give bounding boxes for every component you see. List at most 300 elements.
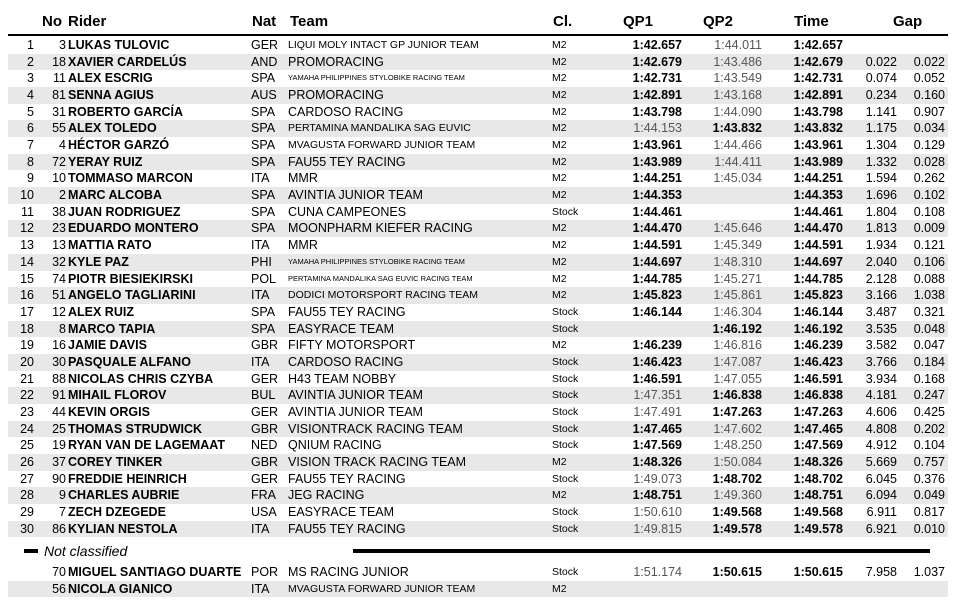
- row-qp2: 1:45.861: [713, 288, 762, 303]
- row-team: CUNA CAMPEONES: [288, 204, 407, 219]
- row-qp1: 1:45.823: [632, 288, 682, 303]
- row-number: 25: [52, 421, 66, 436]
- row-position: 12: [20, 221, 34, 236]
- row-position: 26: [20, 455, 34, 469]
- row-gap-previous: 0.376: [913, 471, 945, 486]
- table-row: [8, 37, 948, 54]
- row-nationality: SPA: [251, 221, 276, 236]
- row-gap-leader: 0.022: [865, 54, 897, 69]
- row-number: 37: [52, 455, 66, 469]
- row-gap-previous: 0.184: [913, 354, 945, 369]
- row-time: 1:49.578: [793, 521, 843, 536]
- row-qp2: 1:50.084: [713, 455, 762, 469]
- row-gap-leader: 1.594: [865, 171, 897, 186]
- row-time: 1:44.470: [793, 221, 843, 236]
- row-team: CARDOSO RACING: [288, 104, 404, 119]
- table-row: [8, 387, 948, 404]
- row-time: 1:42.657: [793, 38, 843, 52]
- row-position: 3: [27, 71, 34, 86]
- row-qp1: 1:48.326: [632, 455, 682, 469]
- row-gap-leader: 4.181: [865, 388, 897, 403]
- row-position: 24: [20, 421, 34, 436]
- row-number: 72: [52, 154, 66, 169]
- table-row: [8, 54, 948, 71]
- row-qp1: 1:46.423: [632, 354, 682, 369]
- row-qp1: 1:51.174: [633, 565, 682, 579]
- row-class: Stock: [552, 355, 579, 368]
- row-gap-leader: 0.234: [865, 88, 897, 103]
- row-rider: COREY TINKER: [68, 455, 163, 469]
- row-position: 5: [27, 104, 34, 119]
- row-gap-previous: 0.106: [913, 254, 945, 269]
- row-time: 1:46.144: [793, 304, 843, 319]
- row-number: 88: [52, 371, 66, 386]
- row-position: 8: [27, 154, 34, 169]
- row-qp1: 1:49.073: [633, 471, 682, 486]
- row-qp1: 1:43.961: [632, 138, 682, 153]
- row-rider: NICOLAS CHRIS CZYBA: [68, 371, 214, 386]
- row-rider: ZECH DZEGEDE: [68, 505, 166, 520]
- row-qp2: 1:44.466: [713, 138, 762, 153]
- row-nationality: SPA: [251, 188, 276, 203]
- row-time: 1:43.961: [793, 138, 843, 153]
- row-rider: LUKAS TULOVIC: [68, 38, 170, 52]
- row-class: Stock: [552, 322, 579, 335]
- row-rider: FREDDIE HEINRICH: [68, 471, 187, 486]
- row-time: 1:46.838: [793, 388, 843, 403]
- table-row: [8, 471, 948, 488]
- row-gap-leader: 6.094: [865, 488, 897, 503]
- row-rider: MATTIA RATO: [68, 238, 152, 253]
- row-class: M2: [552, 105, 567, 118]
- row-qp2: 1:49.360: [713, 488, 762, 503]
- table-row: [8, 254, 948, 271]
- header-rider: Rider: [68, 13, 107, 30]
- row-qp2: 1:45.646: [713, 221, 762, 236]
- table-row: [8, 154, 948, 171]
- header-qp2: QP2: [703, 13, 734, 30]
- row-qp1: 1:47.465: [632, 421, 682, 436]
- row-qp1: 1:48.751: [632, 488, 682, 503]
- row-class: M2: [552, 39, 567, 51]
- row-nationality: GER: [251, 38, 279, 52]
- row-gap-leader: 3.487: [865, 304, 897, 319]
- row-rider: EDUARDO MONTERO: [68, 221, 199, 236]
- results-header: [0, 0, 955, 36]
- row-position: 27: [20, 471, 34, 486]
- row-nationality: SPA: [251, 321, 276, 336]
- row-qp2: 1:43.486: [713, 54, 762, 69]
- row-rider: MIGUEL SANTIAGO DUARTE: [68, 565, 242, 579]
- row-position: 15: [20, 271, 34, 286]
- row-gap-leader: 2.128: [865, 271, 897, 286]
- row-qp2: 1:48.310: [713, 254, 762, 269]
- row-number: 8: [59, 321, 66, 336]
- row-qp1: 1:42.679: [632, 54, 682, 69]
- row-qp2: [688, 204, 762, 221]
- row-team: AVINTIA JUNIOR TEAM: [288, 388, 423, 403]
- row-class: M2: [552, 456, 567, 468]
- row-position: 7: [27, 138, 34, 153]
- row-qp1: 1:44.785: [632, 271, 682, 286]
- row-class: Stock: [552, 389, 579, 402]
- row-nationality: SPA: [251, 154, 276, 169]
- table-row: [8, 187, 948, 204]
- row-qp1: 1:46.239: [632, 338, 682, 353]
- row-position: 20: [20, 354, 34, 369]
- row-gap-previous: 0.052: [913, 71, 945, 86]
- row-team: H43 TEAM NOBBY: [288, 371, 397, 386]
- table-row: [8, 170, 948, 187]
- row-qp2: 1:43.549: [713, 71, 762, 86]
- row-rider: TOMMASO MARCON: [68, 171, 193, 186]
- row-gap-leader: 1.813: [865, 221, 897, 236]
- row-class: M2: [552, 582, 567, 595]
- row-gap-previous: 0.168: [913, 371, 945, 386]
- row-position: 13: [20, 238, 34, 253]
- row-class: M2: [552, 489, 567, 502]
- table-row: [8, 321, 948, 338]
- row-position: 29: [20, 505, 34, 520]
- row-class: Stock: [552, 372, 579, 385]
- row-qp2: 1:50.615: [712, 565, 762, 579]
- row-gap-leader: 4.606: [865, 404, 897, 419]
- row-nationality: NED: [251, 438, 278, 453]
- row-position: 10: [20, 188, 34, 203]
- row-number: 23: [52, 221, 66, 236]
- row-number: 51: [52, 288, 66, 303]
- row-team: MVAGUSTA FORWARD JUNIOR TEAM: [288, 582, 476, 595]
- row-team: LIQUI MOLY INTACT GP JUNIOR TEAM: [288, 39, 479, 51]
- row-class: M2: [552, 239, 567, 252]
- row-gap-leader: [853, 37, 897, 54]
- row-position: 4: [27, 88, 34, 103]
- row-number: 86: [52, 521, 66, 536]
- row-rider: NICOLA GIANICO: [68, 581, 173, 596]
- row-class: M2: [552, 222, 567, 235]
- row-gap-leader: 1.141: [865, 104, 897, 119]
- row-qp2: 1:46.838: [712, 388, 762, 403]
- row-time: 1:42.679: [793, 54, 843, 69]
- row-nationality: GBR: [251, 455, 279, 469]
- row-time: 1:47.569: [793, 438, 843, 453]
- not-classified-divider: [8, 542, 948, 560]
- row-class: M2: [552, 272, 567, 285]
- row-nationality: ITA: [251, 288, 270, 303]
- row-qp2: 1:46.192: [712, 321, 762, 336]
- row-gap-previous: 0.010: [913, 521, 945, 536]
- row-position: 17: [20, 304, 34, 319]
- not-classified-label: Not classified: [44, 543, 128, 559]
- row-position: 22: [20, 388, 34, 403]
- row-nationality: USA: [251, 505, 277, 520]
- row-qp1: [608, 321, 682, 338]
- row-position: 19: [20, 338, 34, 353]
- table-row: [8, 204, 948, 221]
- row-nationality: GER: [251, 471, 279, 486]
- row-team: MVAGUSTA FORWARD JUNIOR TEAM: [288, 139, 476, 152]
- row-nationality: POL: [251, 271, 277, 286]
- row-qp1: 1:42.731: [632, 71, 682, 86]
- header-qp1: QP1: [623, 13, 654, 30]
- table-row: [8, 371, 948, 388]
- row-rider: SENNA AGIUS: [68, 88, 154, 103]
- table-row: [8, 70, 948, 87]
- row-nationality: FRA: [251, 488, 276, 503]
- row-team: PERTAMINA MANDALIKA SAG EUVIC: [288, 122, 471, 135]
- row-gap-leader: 6.921: [865, 521, 897, 536]
- row-qp2: 1:48.702: [712, 471, 762, 486]
- row-gap-leader: 3.766: [865, 354, 897, 369]
- table-row: [8, 304, 948, 321]
- row-time: 1:42.891: [793, 88, 843, 103]
- row-gap-previous: 1.038: [913, 288, 945, 303]
- row-number: 18: [52, 54, 66, 69]
- row-qp1: 1:44.251: [632, 171, 682, 186]
- row-rider: HÉCTOR GARZÓ: [68, 138, 170, 153]
- row-gap-previous: 0.104: [913, 438, 945, 453]
- row-rider: ALEX ESCRIG: [68, 71, 153, 86]
- row-class: Stock: [552, 439, 579, 452]
- row-qp2: 1:49.568: [712, 505, 762, 520]
- row-qp2: 1:45.034: [713, 171, 762, 186]
- row-gap-previous: 0.160: [913, 88, 945, 103]
- row-team: MOONPHARM KIEFER RACING: [288, 221, 473, 236]
- row-qp1: 1:44.461: [632, 204, 682, 219]
- row-class: Stock: [552, 522, 579, 535]
- row-qp1: 1:44.153: [633, 121, 682, 136]
- row-time: 1:42.731: [793, 71, 843, 86]
- row-nationality: SPA: [251, 71, 276, 86]
- row-qp2: 1:48.250: [713, 438, 762, 453]
- row-nationality: GER: [251, 404, 279, 419]
- row-time: [768, 581, 843, 598]
- row-time: 1:46.423: [793, 354, 843, 369]
- row-number: 10: [52, 171, 66, 186]
- row-team: CARDOSO RACING: [288, 354, 404, 369]
- row-nationality: PHI: [251, 254, 272, 269]
- row-rider: CHARLES AUBRIE: [68, 488, 180, 503]
- row-position: 25: [20, 438, 34, 453]
- row-gap-leader: 1.934: [865, 238, 897, 253]
- row-gap-leader: 6.911: [866, 505, 897, 520]
- row-gap-leader: 6.045: [865, 471, 897, 486]
- row-position: [8, 581, 34, 598]
- row-position: 30: [20, 521, 34, 536]
- row-nationality: SPA: [251, 304, 276, 319]
- row-qp2: 1:47.055: [713, 371, 762, 386]
- row-team: QNIUM RACING: [288, 438, 382, 453]
- row-number: 11: [53, 71, 66, 86]
- row-qp1: 1:47.491: [633, 404, 682, 419]
- row-rider: XAVIER CARDELÚS: [68, 54, 187, 69]
- row-team: EASYRACE TEAM: [288, 505, 395, 520]
- row-time: 1:44.353: [793, 188, 843, 203]
- row-gap-previous: 0.907: [913, 104, 945, 119]
- row-number: 7: [59, 505, 66, 520]
- row-qp2: 1:44.011: [714, 38, 762, 52]
- row-nationality: SPA: [251, 204, 276, 219]
- row-time: 1:47.465: [793, 421, 843, 436]
- row-rider: THOMAS STRUDWICK: [68, 421, 203, 436]
- row-team: DODICI MOTORSPORT RACING TEAM: [288, 289, 478, 302]
- row-gap-leader: 2.040: [865, 254, 897, 269]
- row-position: 23: [20, 404, 34, 419]
- row-qp1: 1:42.657: [632, 38, 682, 52]
- row-qp2: 1:44.411: [714, 154, 762, 169]
- row-nationality: ITA: [251, 354, 270, 369]
- row-time: 1:44.785: [793, 271, 843, 286]
- row-rider: MARCO TAPIA: [68, 321, 156, 336]
- row-qp1: 1:42.891: [632, 88, 682, 103]
- row-rider: JAMIE DAVIS: [68, 338, 147, 353]
- row-class: M2: [552, 72, 567, 85]
- row-nationality: POR: [251, 565, 279, 579]
- row-class: Stock: [552, 472, 579, 485]
- row-position: 18: [20, 321, 34, 336]
- row-gap-previous: [901, 37, 945, 54]
- row-team: FAU55 TEY RACING: [288, 304, 406, 319]
- row-team: AVINTIA JUNIOR TEAM: [288, 188, 423, 203]
- table-row: [8, 487, 948, 504]
- row-nationality: ITA: [251, 238, 270, 253]
- row-rider: MARC ALCOBA: [68, 188, 162, 203]
- row-number: 30: [52, 354, 66, 369]
- row-gap-leader: 3.934: [865, 371, 897, 386]
- table-row: [8, 337, 948, 354]
- row-gap-leader: 3.582: [865, 338, 897, 353]
- row-time: 1:43.798: [793, 104, 843, 119]
- row-time: 1:45.823: [793, 288, 843, 303]
- table-row: [8, 87, 948, 104]
- row-qp2: 1:47.602: [713, 421, 762, 436]
- row-nationality: SPA: [251, 104, 276, 119]
- row-gap-previous: 0.202: [913, 421, 945, 436]
- row-qp1: 1:46.591: [632, 371, 682, 386]
- row-number: 56: [52, 581, 66, 596]
- row-qp1: 1:43.989: [632, 154, 682, 169]
- row-nationality: AND: [251, 54, 278, 69]
- row-number: 44: [52, 404, 66, 419]
- row-team: FAU55 TEY RACING: [288, 154, 406, 169]
- row-gap-previous: 0.757: [913, 455, 945, 469]
- row-gap-previous: 0.321: [913, 304, 945, 319]
- row-gap-leader: 1.332: [865, 154, 897, 169]
- table-row: [8, 271, 948, 288]
- row-position: 21: [20, 371, 34, 386]
- row-team: FAU55 TEY RACING: [288, 471, 406, 486]
- table-row: [8, 504, 948, 521]
- row-qp1: 1:44.591: [632, 238, 682, 253]
- header-gap: Gap: [893, 13, 923, 30]
- row-gap-leader: 0.074: [865, 71, 897, 86]
- row-class: M2: [552, 289, 567, 302]
- row-nationality: ITA: [251, 171, 270, 186]
- row-team: YAMAHA PHILIPPINES STYLOBIKE RACING TEAM: [288, 73, 465, 83]
- row-class: M2: [552, 155, 567, 168]
- row-gap-previous: 1.037: [913, 565, 945, 579]
- row-team: FAU55 TEY RACING: [288, 521, 406, 536]
- row-class: M2: [552, 139, 567, 152]
- not-classified-dash: [24, 549, 38, 553]
- row-number: 91: [52, 388, 66, 403]
- row-gap-leader: 4.912: [865, 438, 897, 453]
- row-time: 1:44.591: [793, 238, 843, 253]
- row-number: 16: [52, 338, 66, 353]
- row-number: 70: [52, 565, 66, 579]
- table-row: [8, 404, 948, 421]
- row-nationality: AUS: [251, 88, 277, 103]
- row-number: 2: [59, 188, 66, 203]
- row-qp1: 1:44.353: [632, 188, 682, 203]
- row-time: 1:43.989: [793, 154, 843, 169]
- row-qp1: 1:47.569: [632, 438, 682, 453]
- row-time: 1:43.832: [793, 121, 843, 136]
- table-row: [8, 564, 948, 581]
- row-gap-previous: 0.088: [913, 271, 945, 286]
- row-qp1: 1:44.470: [632, 221, 682, 236]
- row-number: 19: [52, 438, 66, 453]
- row-gap-leader: 1.804: [865, 204, 897, 219]
- row-number: 74: [52, 271, 66, 286]
- row-team: JEG RACING: [288, 488, 365, 503]
- row-qp2: 1:49.578: [712, 521, 762, 536]
- row-rider: JUAN RODRIGUEZ: [68, 204, 181, 219]
- row-position: 11: [21, 204, 34, 219]
- row-class: M2: [552, 189, 567, 202]
- header-no: No: [42, 13, 62, 30]
- row-qp2: [688, 581, 762, 598]
- row-gap-previous: 0.047: [913, 338, 945, 353]
- row-nationality: ITA: [251, 581, 270, 596]
- table-row: [8, 581, 948, 598]
- row-qp2: 1:45.349: [713, 238, 762, 253]
- table-row: [8, 104, 948, 121]
- row-time: 1:47.263: [793, 404, 843, 419]
- row-number: 13: [52, 238, 66, 253]
- row-team: EASYRACE TEAM: [288, 321, 395, 336]
- row-qp1: [608, 581, 682, 598]
- row-qp2: 1:43.832: [712, 121, 762, 136]
- row-gap-leader: 3.166: [865, 288, 897, 303]
- row-team: YAMAHA PHILIPPINES STYLOBIKE RACING TEAM: [288, 256, 465, 266]
- row-gap-previous: 0.262: [913, 171, 945, 186]
- row-qp2: 1:47.087: [713, 354, 762, 369]
- row-rider: PIOTR BIESIEKIRSKI: [68, 271, 194, 286]
- row-nationality: GBR: [251, 338, 279, 353]
- row-time: 1:48.702: [793, 471, 843, 486]
- header-team: Team: [290, 13, 329, 30]
- table-row: [8, 137, 948, 154]
- row-gap-previous: 0.817: [913, 505, 945, 520]
- row-position: 28: [20, 488, 34, 503]
- row-gap-leader: [853, 581, 897, 598]
- row-number: 12: [52, 304, 66, 319]
- row-gap-previous: 0.049: [913, 488, 945, 503]
- row-position: 2: [27, 54, 34, 69]
- row-gap-previous: 0.129: [913, 138, 945, 153]
- row-class: M2: [552, 255, 567, 268]
- row-qp2: 1:43.168: [713, 88, 762, 103]
- row-rider: KYLIAN NESTOLA: [68, 521, 178, 536]
- row-team: VISION TRACK RACING TEAM: [288, 455, 467, 469]
- row-qp2: 1:45.271: [713, 271, 762, 286]
- row-team: PROMORACING: [288, 54, 384, 69]
- row-class: M2: [552, 55, 567, 68]
- row-nationality: GBR: [251, 421, 279, 436]
- row-number: 38: [52, 204, 66, 219]
- table-row: [8, 421, 948, 438]
